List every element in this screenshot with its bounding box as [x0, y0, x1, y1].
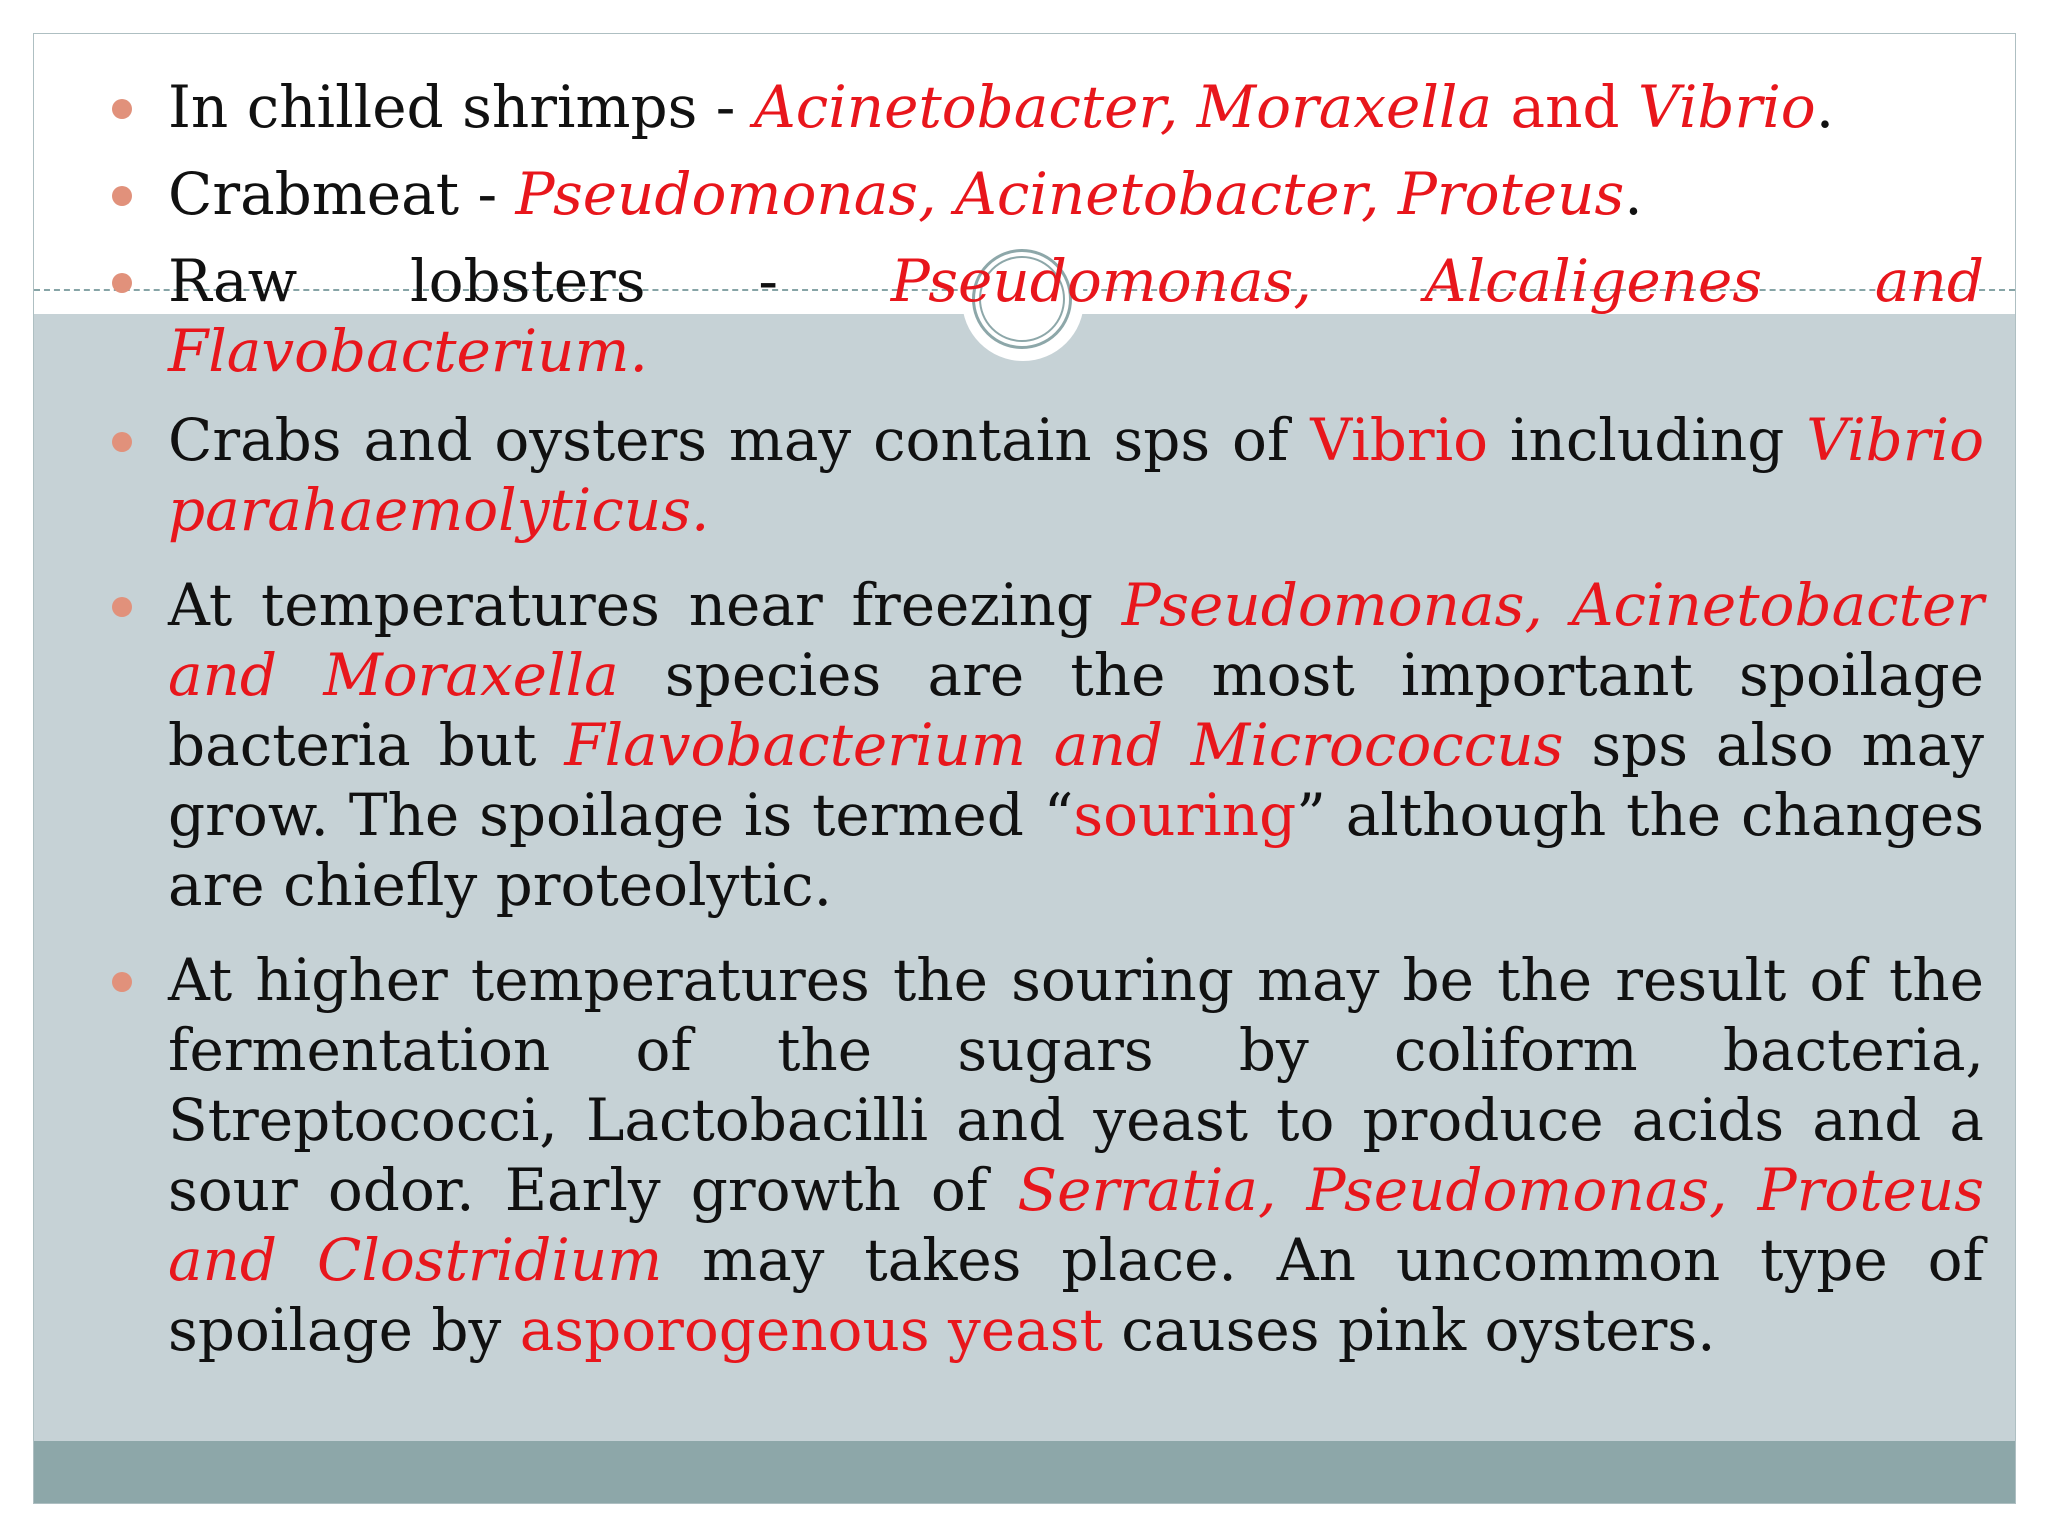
slide-footer-band	[34, 1441, 2015, 1504]
bullet-dot-icon	[112, 186, 132, 206]
slide	[33, 33, 2016, 1504]
bullet-item-raw-lobsters: Raw lobsters - Pseudomonas, Alcaligenes and Flavobacterium.	[134, 246, 1984, 386]
bullet-dot-icon	[112, 597, 132, 617]
bullet-dot-icon	[112, 273, 132, 293]
bullet-dot-icon	[112, 972, 132, 992]
bullet-dot-icon	[112, 432, 132, 452]
bullet-item-crabmeat: Crabmeat - Pseudomonas, Acinetobacter, Proteus.	[134, 159, 1984, 229]
bullet-item-crabs-oysters: Crabs and oysters may contain sps of Vibrio including Vibrio parahaemolyticus.	[134, 405, 1984, 545]
slide-content	[134, 72, 1984, 1365]
bullet-item-chilled-shrimps: In chilled shrimps - Acinetobacter, Moraxella and Vibrio.	[134, 72, 1984, 142]
bullet-item-near-freezing: At temperatures near freezing Pseudomonas, Acinetobacter and Moraxella species are the most important spoilage bacteria but Flavobacterium and Micrococcus sps also may grow. The spoilage is termed “souring” although the changes are chiefly proteolytic.	[134, 570, 1984, 920]
bullet-list	[134, 72, 1984, 1365]
bullet-item-higher-temperatures: At higher temperatures the souring may be the result of the fermentation of the sugars by coliform bacteria, Streptococci, Lactobacilli and yeast to produce acids and a sour odor. Early growth of Serratia, Pseudomonas, Proteus and Clostridium may takes place. An uncommon type of spoilage by asporogenous yeast causes pink oysters.	[134, 945, 1984, 1365]
bullet-dot-icon	[112, 99, 132, 119]
